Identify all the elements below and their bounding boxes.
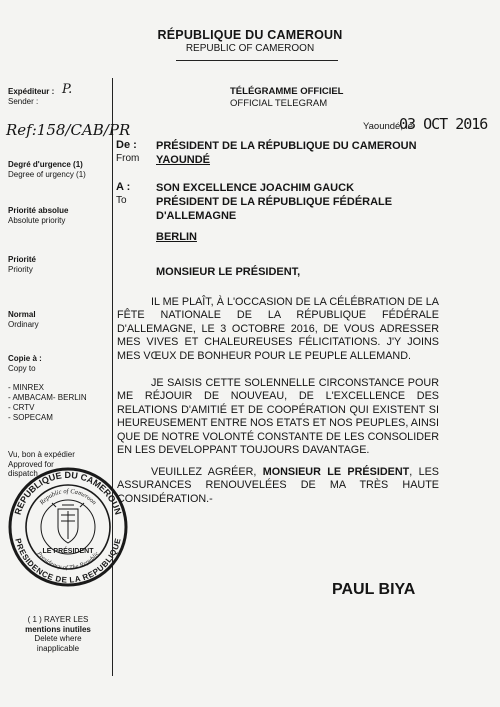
from-sender: PRÉSIDENT DE LA RÉPUBLIQUE DU CAMEROUN [156,140,417,152]
to-recipient-title: PRÉSIDENT DE LA RÉPUBLIQUE FÉDÉRALE [156,196,393,208]
footnote: ( 1 ) RAYER LES mentions inutiles Delete where inapplicable [25,615,91,653]
header-title-fr: RÉPUBLIQUE DU CAMEROUN [157,28,343,42]
reference-number: Ref:158/CAB/PR [6,121,131,139]
paragraph-3: VEUILLEZ AGRÉER, MONSIEUR LE PRÉSIDENT, LES ASSURANCES RENOUVELÉES DE MA TRÈS HAUTE CONSIDÉRATION.- [117,466,439,505]
to-city: BERLIN [156,231,197,243]
telegram-title-fr: TÉLÉGRAMME OFFICIEL [230,86,344,97]
header-title-en: REPUBLIC OF CAMEROON [185,43,315,54]
priority-label: Priorité Priority [8,255,37,274]
presidential-seal [6,465,130,589]
from-label-en: From [116,153,140,164]
copy-item: - CRTV [8,403,35,412]
to-recipient-country: D'ALLEMAGNE [156,210,237,222]
telegram-title-en: OFFICIAL TELEGRAM [230,98,328,109]
approved-label: Vu, bon à expédier Approved for dispatch [8,450,75,478]
from-label: De : [116,139,137,151]
from-city: YAOUNDÉ [156,154,210,166]
paragraph-2: JE SAISIS CETTE SOLENNELLE CIRCONSTANCE POUR ME RÉJOUIR DE NOUVEAU, DE L'EXCELLENCE DES RELATIONS D'AMITIÉ ET DE COOPÉRATION QUI EXISTENT SI HEUREUSEMENT ENTRE NOS ETATS ET NOS PEUPLES, AINSI QUE DE NOTRE VOLONTÉ CONSTANTE DE LES CONSOLIDER EN LES DEVELOPPANT TOUJOURS DAVANTAGE. [117,377,439,457]
seal-inner-top-text: Republic of Cameroon [38,487,98,507]
signature-name: PAUL BIYA [332,581,416,598]
to-recipient-name: SON EXCELLENCE JOACHIM GAUCK [156,182,355,194]
date-place: Yaoundé, le [363,121,414,132]
header-rule [176,60,338,61]
to-label-en: To [116,195,127,206]
seal-inner-bottom-text: Presidency of The Republic [35,551,101,572]
copy-list [8,383,87,423]
copy-item: - MINREX [8,383,44,392]
copy-item: - AMBACAM- BERLIN [8,393,87,402]
coat-of-arms-icon [52,503,84,543]
sender-initial: P. [62,82,73,97]
seal-center-text: LE PRÉSIDENT [42,548,94,555]
seal-outer-top-text: REPUBLIQUE DU CAMEROUN [12,470,124,516]
copy-to-label: Copie à : Copy to [8,354,42,373]
seal-outer-bottom-text: PRESIDENCE DE LA REPUBLIQUE [13,537,123,585]
absolute-priority-label: Priorité absolue Absolute priority [8,206,69,225]
to-label: A : [116,181,131,193]
copy-item: - SOPECAM [8,413,53,422]
normal-label: Normal Ordinary [8,310,39,329]
paragraph-1: IL ME PLAÎT, À L'OCCASION DE LA CÉLÉBRATION DE LA FÊTE NATIONALE DE LA RÉPUBLIQUE FÉDÉRALE D'ALLEMAGNE, LE 3 OCTOBRE 2016, DE VOUS ADRESSER MES VIVES ET CHALEUREUSES FÉLICITATIONS. J'Y JOINS MES VŒUX DE BONHEUR POUR LE PEUPLE ALLEMAND. [117,296,439,362]
salutation: MONSIEUR LE PRÉSIDENT, [156,266,301,278]
date-stamp: 03 OCT 2016 [399,115,488,133]
urgency-label: Degré d'urgence (1) Degree of urgency (1) [8,160,86,179]
sender-label: Expéditeur : Sender : [8,87,55,106]
